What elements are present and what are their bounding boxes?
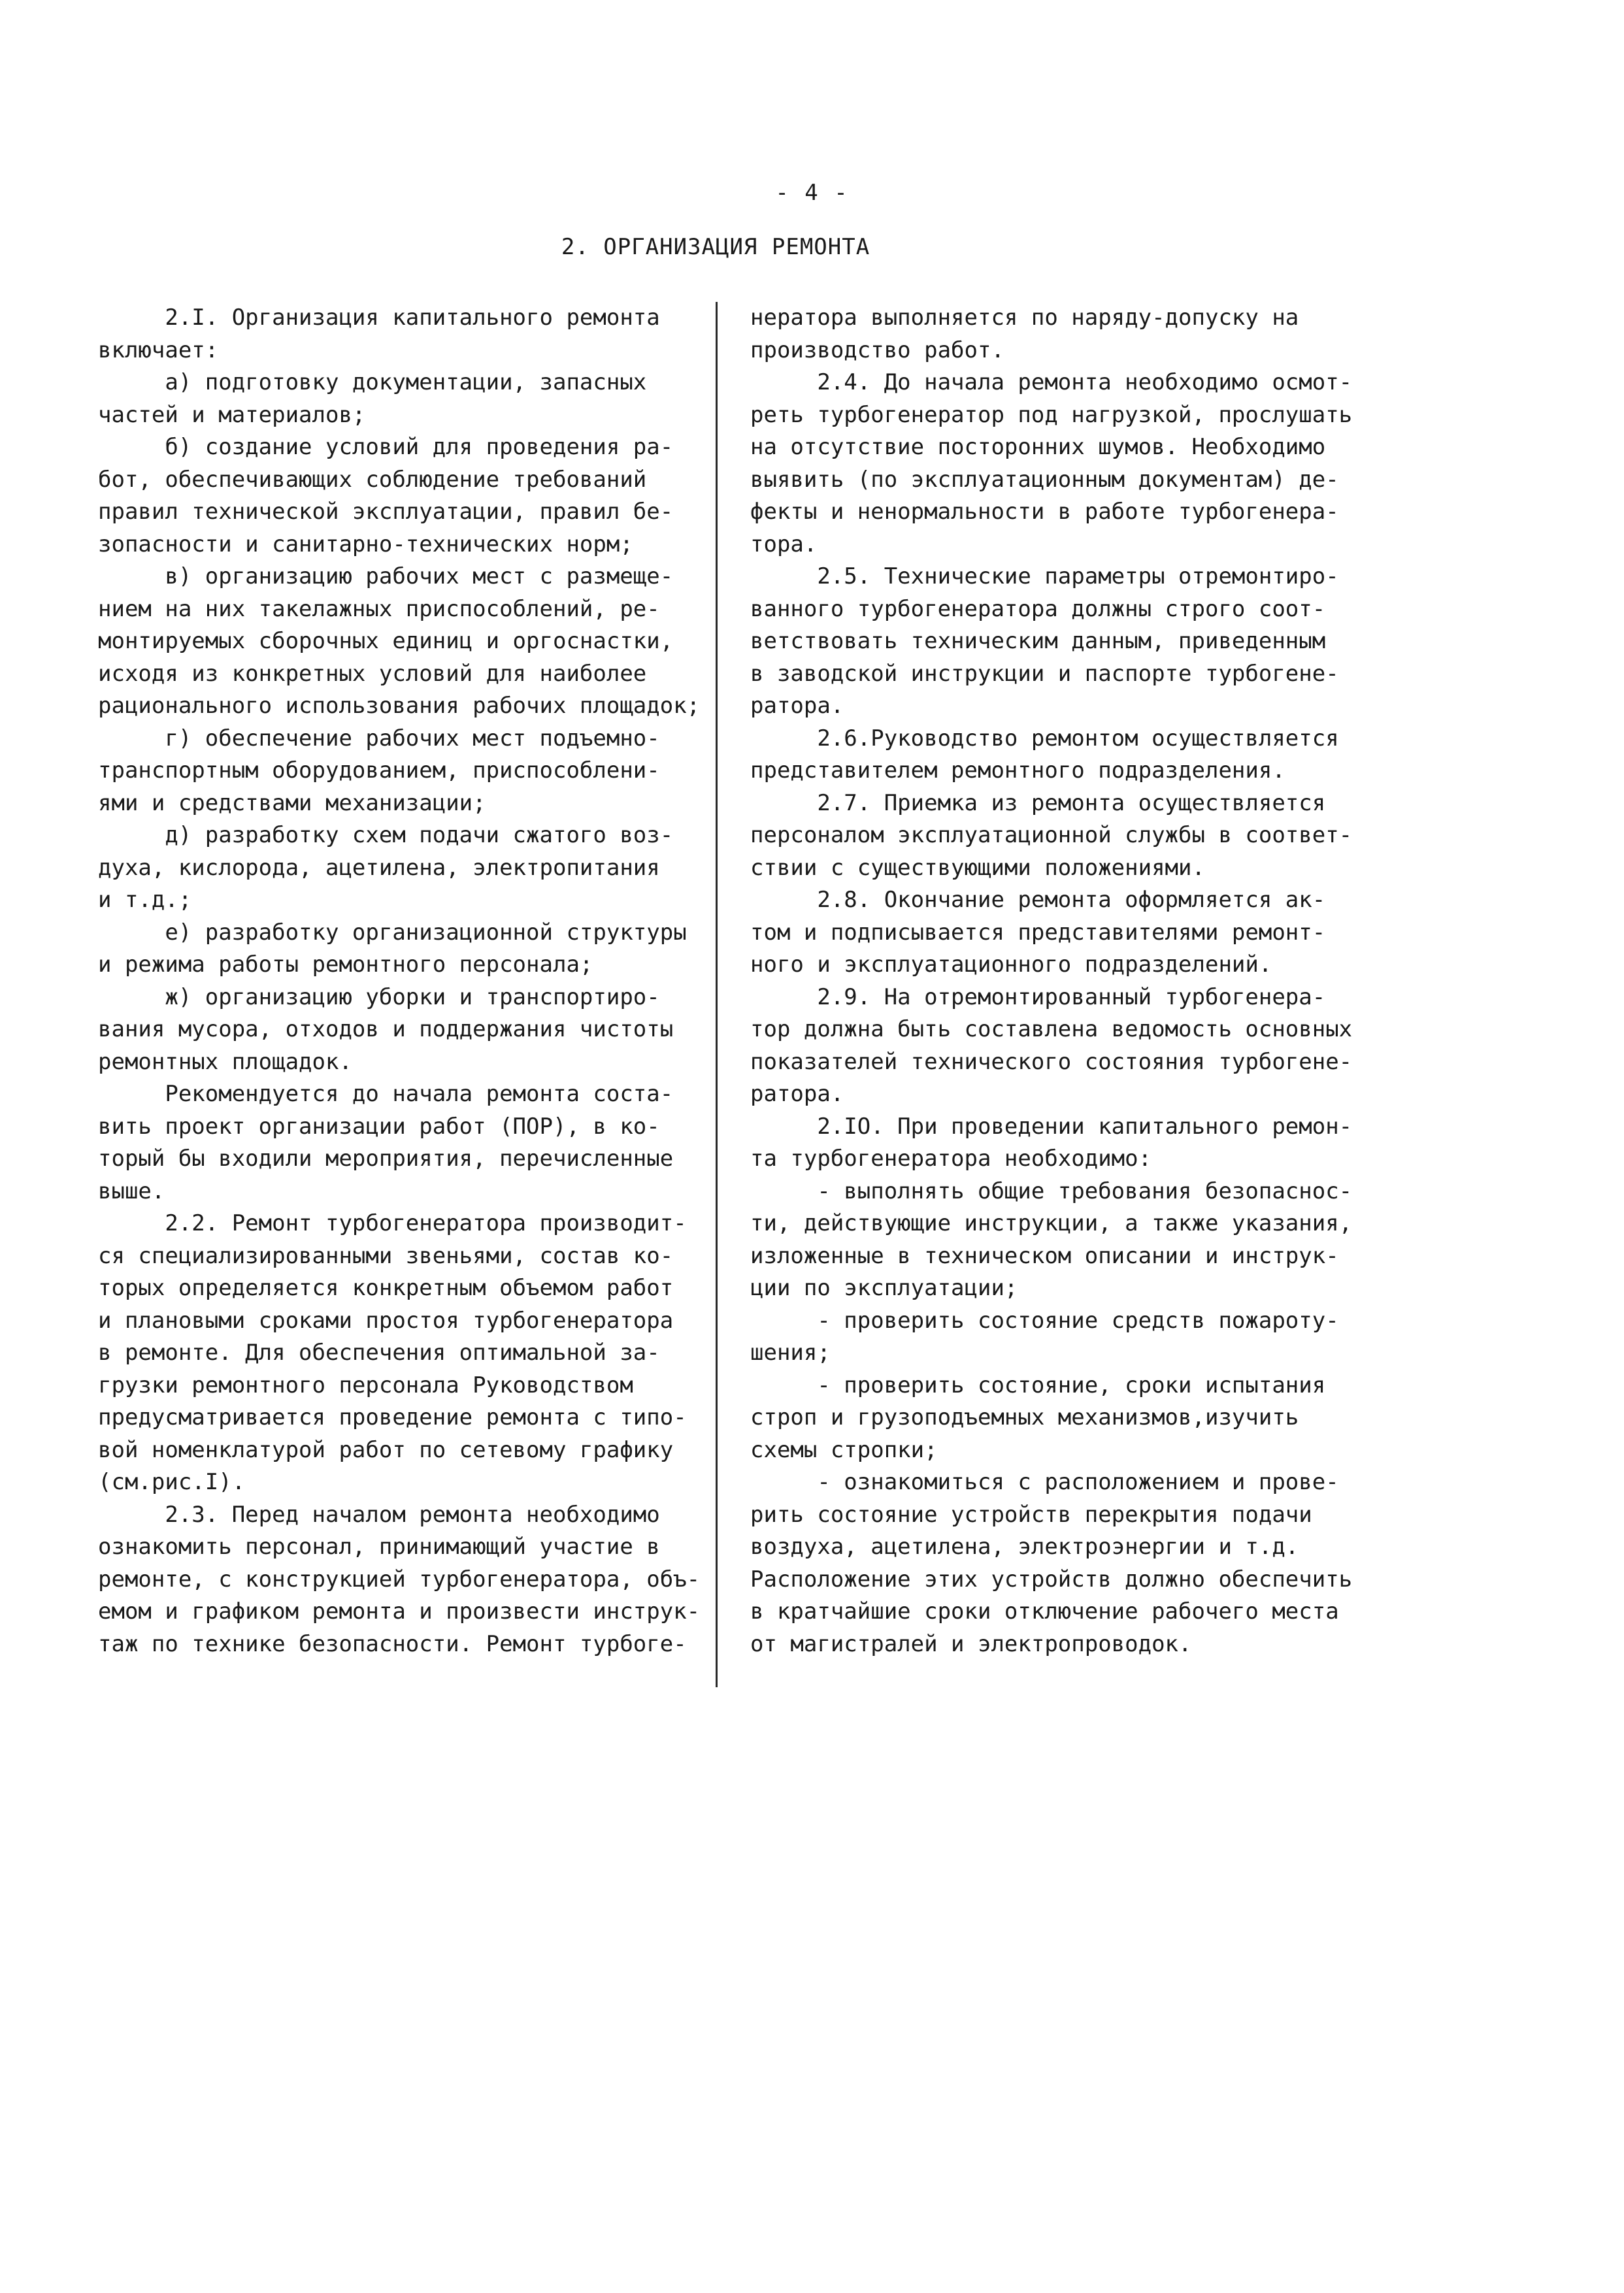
text-line: ями и средствами механизации;: [98, 789, 486, 816]
text-line: рационального использования рабочих площадок;: [98, 693, 701, 719]
text-line: б) создание условий для проведения ра-: [98, 434, 674, 460]
text-line: представителем ремонтного подразделения.: [750, 757, 1285, 784]
text-line: ремонтных площадок.: [98, 1048, 352, 1075]
text-line: выше.: [98, 1178, 165, 1204]
text-line: в заводской инструкции и паспорте турбогене-: [750, 660, 1339, 687]
text-line: производство работ.: [750, 337, 1004, 363]
text-line: на отсутствие посторонних шумов. Необходимо: [750, 434, 1326, 460]
text-line: - проверить состояние средств пожароту-: [750, 1307, 1339, 1334]
text-line: а) подготовку документации, запасных: [98, 369, 647, 395]
text-line: нератора выполняется по наряду-допуску на: [750, 305, 1299, 331]
text-line: таж по технике безопасности. Ремонт турбоге-: [98, 1630, 687, 1657]
text-line: вить проект организации работ (ПОР), в ко-: [98, 1113, 660, 1140]
text-line: ж) организацию уборки и транспортиро-: [98, 983, 660, 1010]
text-line: 2.8. Окончание ремонта оформляется ак-: [750, 887, 1326, 913]
text-line: (см.рис.I).: [98, 1469, 246, 1495]
text-line: г) обеспечение рабочих мест подъемно-: [98, 725, 660, 751]
text-line: емом и графиком ремонта и произвести инструк-: [98, 1598, 701, 1625]
text-line: ного и эксплуатационного подразделений.: [750, 951, 1272, 978]
text-line: фекты и ненормальности в работе турбогенера-: [750, 499, 1339, 525]
text-line: и плановыми сроками простоя турбогенератора: [98, 1307, 674, 1334]
text-line: бот, обеспечивающих соблюдение требований: [98, 466, 647, 493]
text-line: схемы стропки;: [750, 1436, 938, 1463]
text-line: 2.7. Приемка из ремонта осуществляется: [750, 789, 1326, 816]
text-line: е) разработку организационной структуры: [98, 919, 687, 946]
right-text-column: [750, 302, 1368, 1660]
text-line: та турбогенератора необходимо:: [750, 1146, 1152, 1172]
text-line: в кратчайшие сроки отключение рабочего места: [750, 1598, 1339, 1625]
text-line: тора.: [750, 531, 818, 557]
text-line: вания мусора, отходов и поддержания чистоты: [98, 1016, 674, 1042]
text-line: монтируемых сборочных единиц и оргоснастки,: [98, 628, 674, 654]
text-line: рить состояние устройств перекрытия подачи: [750, 1501, 1312, 1528]
text-line: ствии с существующими положениями.: [750, 854, 1205, 881]
text-line: в) организацию рабочих мест с размеще-: [98, 563, 674, 589]
text-line: - ознакомиться с расположением и прове-: [750, 1469, 1339, 1495]
text-line: шения;: [750, 1340, 831, 1366]
section-title: 2. ОРГАНИЗАЦИЯ РЕМОНТА: [561, 234, 870, 260]
text-line: зопасности и санитарно-технических норм;: [98, 531, 633, 557]
text-line: реть турбогенератор под нагрузкой, прослушать: [750, 401, 1353, 428]
text-line: ратора.: [750, 693, 844, 719]
text-line: строп и грузоподъемных механизмов,изучить: [750, 1404, 1299, 1430]
text-line: исходя из конкретных условий для наиболее: [98, 660, 647, 687]
text-line: от магистралей и электропроводок.: [750, 1630, 1192, 1657]
text-line: вой номенклатурой работ по сетевому графику: [98, 1436, 674, 1463]
text-line: 2.6.Руководство ремонтом осуществляется: [750, 725, 1339, 751]
text-line: тор должна быть составлена ведомость основных: [750, 1016, 1353, 1042]
column-divider: [716, 302, 718, 1687]
text-line: и т.д.;: [98, 887, 192, 913]
text-line: и режима работы ремонтного персонала;: [98, 951, 593, 978]
text-line: грузки ремонтного персонала Руководством: [98, 1372, 633, 1398]
text-line: 2.IO. При проведении капитального ремон-: [750, 1113, 1353, 1140]
text-line: ознакомить персонал, принимающий участие в: [98, 1534, 660, 1560]
text-line: торый бы входили мероприятия, перечисленные: [98, 1146, 674, 1172]
text-line: частей и материалов;: [98, 401, 366, 428]
text-line: Расположение этих устройств должно обеспечить: [750, 1566, 1353, 1592]
text-line: включает:: [98, 337, 219, 363]
text-line: ветствовать техническим данным, приведенным: [750, 628, 1326, 654]
text-line: ремонте, с конструкцией турбогенератора, объ-: [98, 1566, 701, 1592]
text-line: предусматривается проведение ремонта с типо-: [98, 1404, 687, 1430]
text-line: показателей технического состояния турбогене-: [750, 1048, 1353, 1075]
text-line: 2.3. Перед началом ремонта необходимо: [98, 1501, 660, 1528]
text-line: нием на них такелажных приспособлений, ре-: [98, 595, 660, 622]
text-line: в ремонте. Для обеспечения оптимальной за-: [98, 1340, 660, 1366]
text-line: ти, действующие инструкции, а также указания,: [750, 1210, 1353, 1236]
text-line: ся специализированными звеньями, состав ко-: [98, 1242, 674, 1269]
text-line: д) разработку схем подачи сжатого воз-: [98, 822, 674, 848]
text-line: правил технической эксплуатации, правил бе-: [98, 499, 674, 525]
text-line: 2.2. Ремонт турбогенератора производит-: [98, 1210, 687, 1236]
text-line: изложенные в техническом описании и инструк-: [750, 1242, 1339, 1269]
text-line: 2.I. Организация капитального ремонта: [98, 305, 660, 331]
text-line: воздуха, ацетилена, электроэнергии и т.д.: [750, 1534, 1299, 1560]
text-line: ции по эксплуатации;: [750, 1275, 1018, 1301]
text-line: 2.4. До начала ремонта необходимо осмот-: [750, 369, 1353, 395]
text-line: - выполнять общие требования безопаснос-: [750, 1178, 1353, 1204]
text-line: ратора.: [750, 1081, 844, 1107]
text-line: Рекомендуется до начала ремонта соста-: [98, 1081, 674, 1107]
text-line: духа, кислорода, ацетилена, электропитания: [98, 854, 660, 881]
text-line: том и подписывается представителями ремонт-: [750, 919, 1326, 946]
text-line: - проверить состояние, сроки испытания: [750, 1372, 1326, 1398]
text-line: ванного турбогенератора должны строго соот-: [750, 595, 1326, 622]
text-line: персоналом эксплуатационной службы в соответ-: [750, 822, 1353, 848]
text-line: 2.9. На отремонтированный турбогенера-: [750, 983, 1326, 1010]
text-line: торых определяется конкретным объемом работ: [98, 1275, 674, 1301]
text-line: выявить (по эксплуатационным документам) де-: [750, 466, 1339, 493]
text-line: 2.5. Технические параметры отремонтиро-: [750, 563, 1339, 589]
text-line: транспортным оборудованием, приспособлени-: [98, 757, 660, 784]
page-number: - 4 -: [775, 180, 849, 206]
left-text-column: [98, 302, 699, 1660]
